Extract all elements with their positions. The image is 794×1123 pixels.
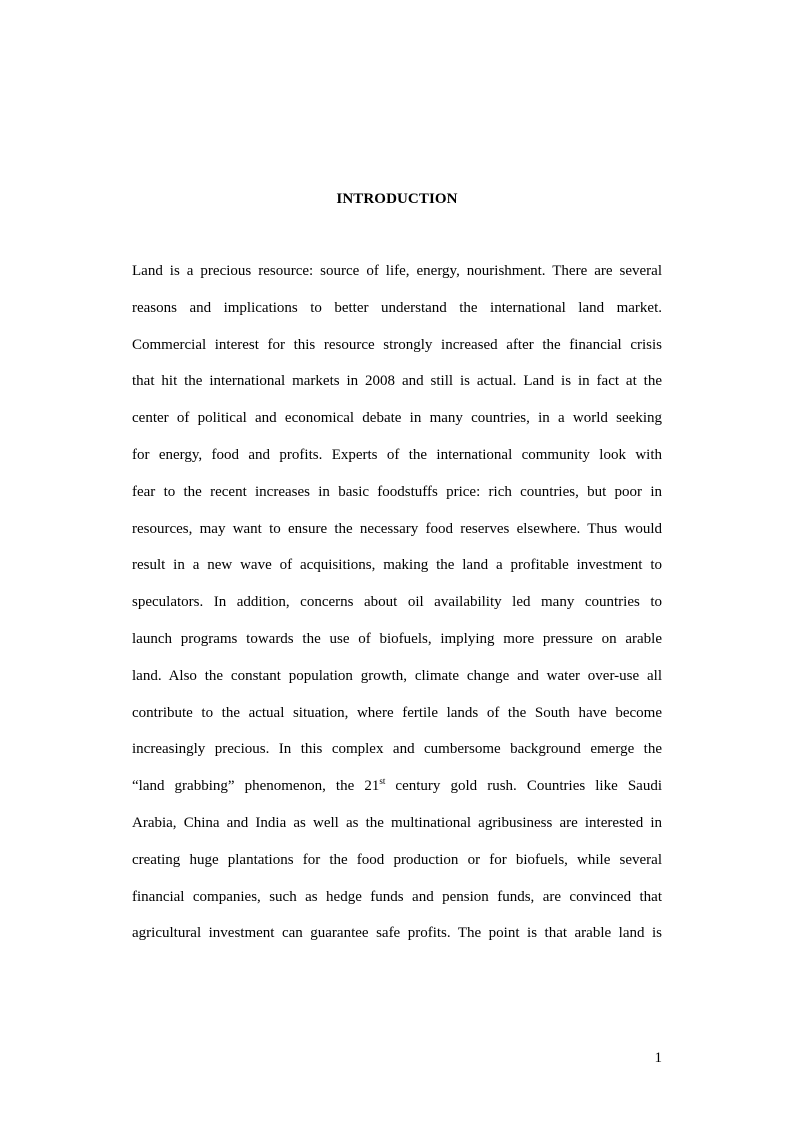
line-text-after-superscript: century gold rush. Countries like Saudi: [385, 778, 663, 795]
ordinal-superscript: st: [379, 776, 386, 787]
paragraph-line: contribute to the actual situation, where fertile lands of the South have become: [132, 704, 662, 721]
paragraph-line: financial companies, such as hedge funds and pension funds, are convinced that: [132, 888, 662, 905]
page-number: 1: [654, 1050, 662, 1066]
paragraph-line: resources, may want to ensure the necessary food reserves elsewhere. Thus would: [132, 520, 662, 537]
paragraph-line: speculators. In addition, concerns about oil availability led many countries to: [132, 594, 662, 611]
paragraph-line: Land is a precious resource: source of life, energy, nourishment. There are several: [132, 263, 662, 279]
paragraph-line: agricultural investment can guarantee safe profits. The point is that arable land is: [132, 925, 662, 942]
paragraph-line: reasons and implications to better understand the international land market.: [132, 299, 662, 316]
paragraph-line: Arabia, China and India as well as the multinational agribusiness are interested in: [132, 814, 662, 831]
paragraph-line: result in a new wave of acquisitions, making the land a profitable investment to: [132, 557, 662, 574]
paragraph-line: center of political and economical debate in many countries, in a world seeking: [132, 410, 662, 427]
paragraph-line: launch programs towards the use of biofuels, implying more pressure on arable: [132, 630, 662, 647]
paragraph-line: fear to the recent increases in basic foodstuffs price: rich countries, but poor in: [132, 483, 662, 500]
line-text-before-superscript: “land grabbing” phenomenon, the 21: [132, 778, 380, 795]
paragraph-line: creating huge plantations for the food production or for biofuels, while several: [132, 851, 662, 868]
paragraph-line: that hit the international markets in 2008 and still is actual. Land is in fact at the: [132, 373, 662, 390]
body-paragraph: [132, 259, 662, 958]
paragraph-line: Commercial interest for this resource strongly increased after the financial crisis: [132, 336, 662, 353]
paragraph-line: for energy, food and profits. Experts of the international community look with: [132, 446, 662, 463]
paragraph-line-with-superscript: [132, 774, 662, 811]
paragraph-line: land. Also the constant population growth, climate change and water over-use all: [132, 667, 662, 684]
paragraph-line: increasingly precious. In this complex and cumbersome background emerge the: [132, 741, 662, 758]
section-heading: INTRODUCTION: [336, 191, 458, 207]
